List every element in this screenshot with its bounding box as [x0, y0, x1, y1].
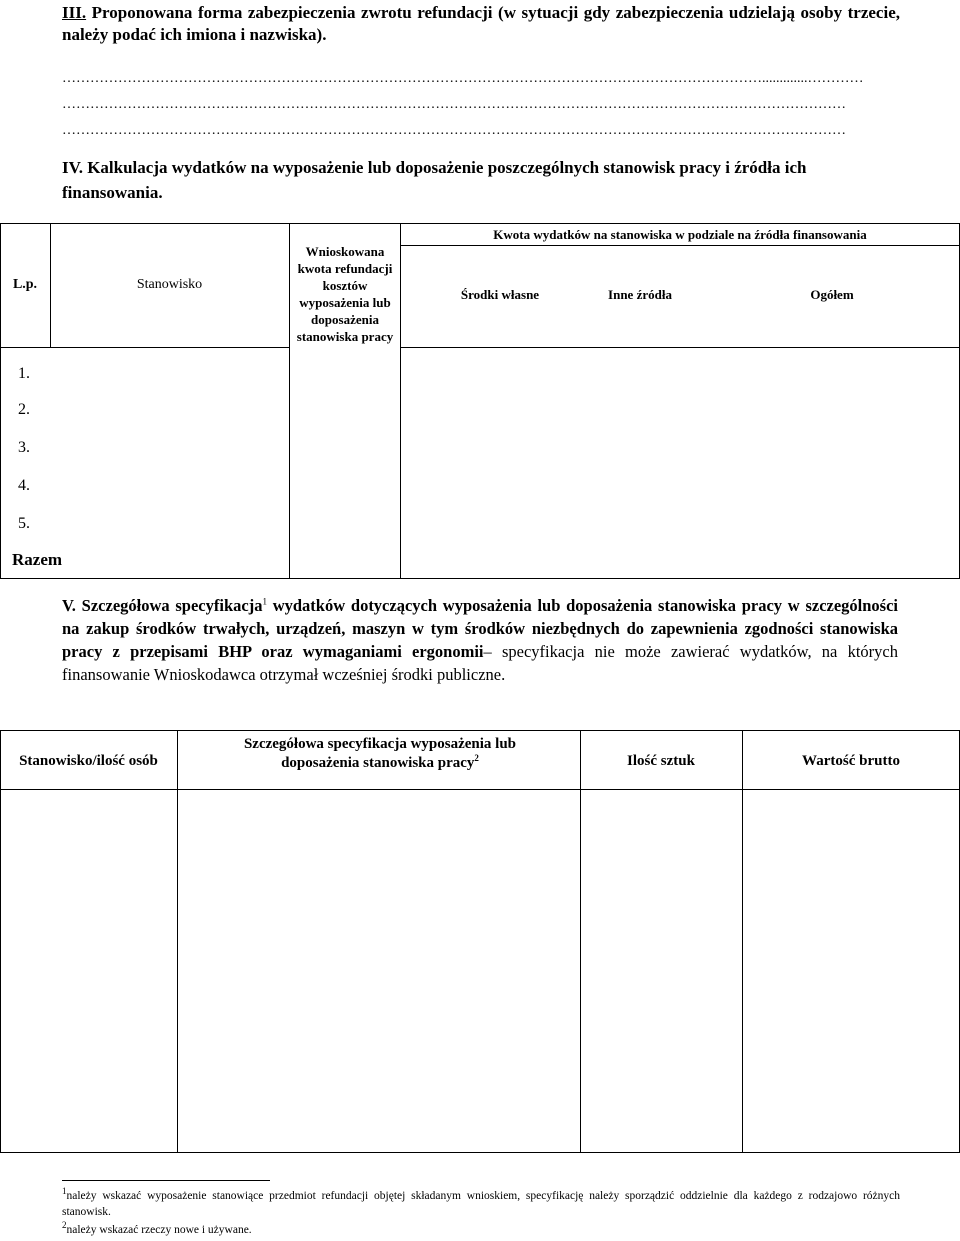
col-inne-zrodla: Inne źródła	[608, 287, 672, 302]
section3-number: III.	[62, 3, 87, 22]
col-group-kwota: Kwota wydatków na stanowiska w podziale na źródła finansowania	[493, 227, 867, 242]
col-stanowisko-ilosc: Stanowisko/ilość osób	[19, 753, 158, 769]
footnote-1: $^1$należy wskazać wyposażenie stanowiące przedmiot refundacji objętej składanym wnioskiem, specyfikację należy sporządzić oddzielnie dla każdego z rodzajowo różnych stanowisk.	[62, 1186, 900, 1218]
section5-title-bold-rest: wydatków dotyczących wyposażenia lub doposażenia stanowiska pracy w szczególności na zakup środków trwałych, urządzeń, maszyn w tym środków niezbędnych do zapewnienia zgodności stanowiska pracy z przepisami BHP oraz wymaganiami ergonomii	[62, 596, 899, 661]
section5-heading	[62, 594, 898, 686]
col-specyfikacja: Szczegółowa specyfikacja wyposażenia lub doposażenia stanowiska pracy$^2$	[243, 736, 517, 771]
col-ogolem: Ogółem	[810, 287, 854, 302]
dots-line-3[interactable]: ……………………………………………………………………………………………………………………………………………………	[62, 124, 846, 138]
footnote-ref-1[interactable]: 1	[262, 596, 267, 607]
section5-number: V.	[62, 596, 76, 615]
table-row-5[interactable]: 5.	[18, 515, 30, 532]
col-ilosc-sztuk: Ilość sztuk	[627, 753, 695, 769]
table-row-2[interactable]: 2.	[18, 401, 30, 418]
footnote-ref-2[interactable]: 2	[474, 753, 479, 763]
footnote-2: $^2$należy wskazać rzeczy nowe i używane.	[62, 1220, 252, 1236]
col-lp: L.p.	[12, 277, 38, 292]
section3-title: Proponowana forma zabezpieczenia zwrotu refundacji (w sytuacji gdy zabezpieczenia udzielają osoby trzecie, należy podać ich imiona i nazwiska).	[62, 3, 900, 44]
col-srodki-wlasne: Środki własne	[460, 287, 540, 302]
section4-title: Kalkulacja wydatków na wyposażenie lub doposażenie poszczególnych stanowisk pracy i źródła ich finansowania.	[62, 158, 807, 202]
section5-title-bold: Szczegółowa specyfikacja	[81, 596, 263, 615]
section4-heading	[62, 155, 900, 205]
table-row-3[interactable]: 3.	[18, 439, 30, 456]
section5-title-normal: – specyfikacja nie może zawierać wydatków, na których finansowanie Wnioskodawca otrzymał wcześniej środki publiczne.	[62, 642, 898, 684]
table-row-4[interactable]: 4.	[18, 477, 30, 494]
section4-number: IV.	[62, 158, 83, 177]
footnote-separator	[62, 1180, 270, 1181]
col-wartosc-brutto: Wartość brutto	[802, 753, 900, 769]
col-stanowisko: Stanowisko	[136, 277, 203, 292]
total-row-label: Razem	[12, 550, 63, 569]
section3-heading	[62, 2, 900, 46]
dots-line-1[interactable]: …………………………………………………………………………………………………………………………………….............…………	[62, 72, 864, 86]
dots-line-2[interactable]: ……………………………………………………………………………………………………………………………………………………	[62, 98, 846, 112]
col-wnioskowana: Wnioskowana kwota refundacji kosztów wyposażenia lub doposażenia stanowiska pracy	[296, 244, 394, 344]
table-row-1[interactable]: 1.	[18, 365, 30, 382]
